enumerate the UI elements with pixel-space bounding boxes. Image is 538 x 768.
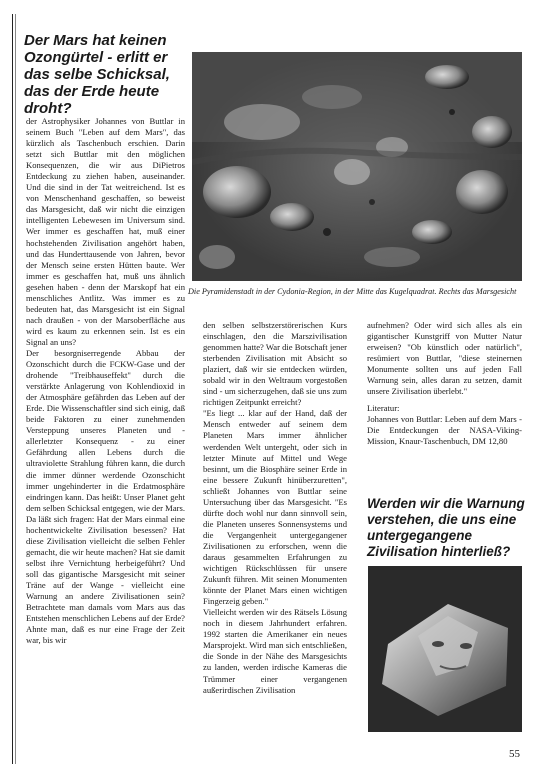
paragraph: "Es liegt ... klar auf der Hand, daß der Mensch entweder auf seinem dem Planeten Mars immer ähnlicher werdenden Welt untergeht, oder sich in letzter Minute auf Mittel und Wege besinnt, um die Biosphäre seiner Erde in eine bessere Zukunft hinüberzuretten", schließt Johannes von Buttlar seine Untersuchung über das Marsgesicht. "Es dürfte doch wohl nur dann sinnvoll sein, die Planeten unseres Sonnensystems und die Vergangenheit untergegangener Zivilisationen zu erforschen, wenn die daraus gesammelten Erfahrungen zu wichtigen Rückschlüssen für unsere Zukunft führen. Mit seinen Monumenten könnte der Planet Mars einen wichtigen Fingerzeig geben." [203, 408, 347, 607]
cydonia-region-photo [192, 52, 522, 281]
mars-surface-image [192, 52, 522, 281]
text-column-right [367, 320, 522, 490]
text-column-left [26, 116, 185, 756]
paragraph: Vielleicht werden wir des Rätsels Lösung noch in diesem Jahrhundert erfahren. 1992 starten die Amerikaner ein neues Marsprojekt. Wird man sich entschließen, die Sonde in der Nähe des Marsgesichts zu landen, werden irdische Kameras die Trümmer einer vergangenen außerirdischen Zivilisation [203, 607, 347, 695]
margin-rule-inner [15, 14, 16, 764]
paragraph: den selben selbstzerstörerischen Kurs einschlagen, den die Marszivilisation genommen hatte? War die Botschaft jener sterbenden Zivilisation mit Absicht so plaziert, daß wir sie entdecken würden, sobald wir in den Weltraum vorgestoßen sind - um sicherzugehen, daß sie uns zum richtigen Zeitpunkt erreicht? [203, 320, 347, 408]
paragraph: der Astrophysiker Johannes von Buttlar in seinem Buch "Leben auf dem Mars", das kürzlich als Taschenbuch erschien. Darin setzt sich Buttlar mit den möglichen Konsequenzen, die wir aus DiPietros Entdeckung zu ziehen haben, auseinander. Und die sind in der Tat weitreichend. Ist es von Menschenhand geschaffen, so beweist das Marsgesicht, daß wir nicht die einzigen intelligenten Lebewesen im Universum sind. Wer immer es geschaffen hat, muß einer hochstehenden Zivilisation angehört haben, und das Hunderttausende von Jahren, bevor der Mensch seine ersten Hütten baute. Wer immer es geschaffen hat, muß uns ähnlich gesehen haben - denn der Marskopf hat ein menschliches Antlitz. Was immer es zu bedeuten hat, das Marsgesicht ist ein Signal nach draußen - von der Marsoberfläche aus wird es kaum zu erkennen sein. Ist es ein Signal an uns? [26, 116, 185, 347]
mars-face-image [368, 566, 522, 732]
page-number: 55 [509, 748, 520, 760]
literature-reference: Johannes von Buttlar: Leben auf dem Mars - Die Entdeckungen der NASA-Viking-Mission, Knaur-Taschenbuch, DM 12,80 [367, 414, 522, 447]
article-headline: Der Mars hat keinen Ozongürtel - erlitt er das selbe Schicksal, das der Erde heute droht? [24, 32, 170, 117]
paragraph: aufnehmen? Oder wird sich alles als ein gigantischer Kunstgriff von Mutter Natur erweisen? "Ob künstlich oder natürlich", resümiert von Buttlar, "diese steinernen Monumente sollten uns auf jeden Fall Warnung sein, alles daran zu setzen, damit unsere Zivilisation überlebt." [367, 320, 522, 397]
literature-label: Literatur: [367, 403, 400, 414]
secondary-headline: Werden wir die Warnung verstehen, die uns eine untergegangene Zivilisation hinterließ? [367, 496, 525, 559]
text-column-middle [203, 320, 347, 752]
paragraph: Der besorgniserregende Abbau der Ozonschicht durch die FCKW-Gase und der drohende "Treibhauseffekt" durch die verstärkte Anlagerung von Kohlendioxid in der Atmosphäre gefährden das Leben auf der Erde. Die Wissenschaftler sind sich einig, daß beide Faktoren zu einer zunehmenden Versteppung unseres Planeten und - allerletzter Konsequenz - zu einer Gefährdung allen Lebens durch die ultraviolette Strahlung führen kann, die durch die immer dünner werdende Ozonschicht immer ungehinderter in die Erdatmosphäre eindringen kann. Das heißt: Unser Planet geht dem selben Schicksal entgegen, wie der Mars. Da läßt sich fragen: Hat der Mars einmal eine hochentwickelte Zivilisation besessen? Hat diese Zivilisation vielleicht die selben Fehler gemacht, die wir heute machen? Hat sie damit selbst ihre Vernichtung herbeigeführt? Und soll das gigantische Marsgesicht mit seiner Träne auf der Wange - vielleicht eine Warnung an andere Zivilisationen sein? Betrachtete man damals vom Mars aus das Entstehen menschlichen Lebens auf der Erde? Ahnte man, daß es nur eine Frage der Zeit war, bis wir [26, 347, 185, 646]
margin-rule [12, 14, 13, 764]
photo-caption: Die Pyramidenstadt in der Cydonia-Region, in der Mitte das Kugelquadrat. Rechts das Marsgesicht [188, 287, 517, 296]
mars-face-photo [368, 566, 522, 732]
